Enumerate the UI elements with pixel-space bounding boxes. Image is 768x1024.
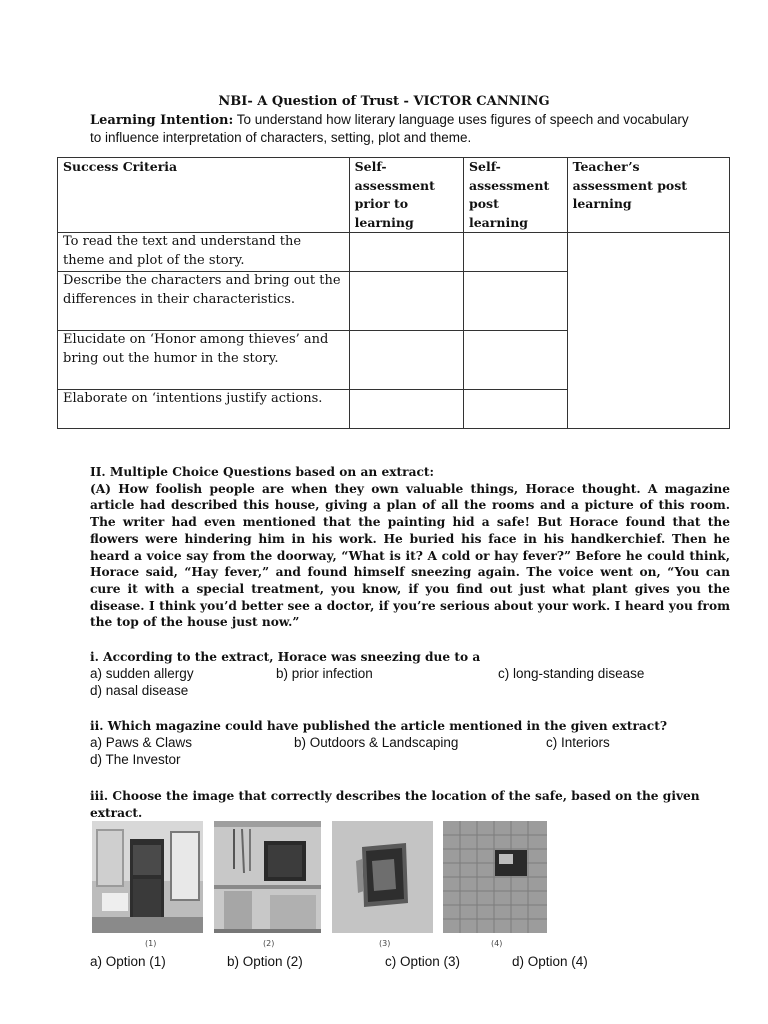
option-4-image-deposit-boxes[interactable]	[443, 821, 547, 933]
teacher-assessment-cell[interactable]	[567, 233, 729, 429]
image-number-2: (2)	[263, 939, 275, 948]
option-3-image-wall-painting[interactable]	[332, 821, 433, 933]
option-2-image-closet-safe[interactable]	[214, 821, 321, 933]
self-prior-cell[interactable]	[349, 390, 463, 429]
extract-passage: (A) How foolish people are when they own valuable things, Horace thought. A magazine article had described this house, giving a plan of all the rooms and a picture of this room. The writer had even mentioned that the painting hid a safe! But Horace found that the flowers were hindering him in his work. He buried his face in his handkerchief. Then he heard a voice say from the doorway, “What is it? A cold or hay fever?” Before he could think, Horace said, “Hay fever,” and found himself sneezing again. The voice went on, “You can cure it with a special treatment, you know, if you find out just what plant gives you the disease. I think you’d better see a doctor, if you’re serious about your work. I heard you from the top of the house just now.”	[90, 481, 730, 630]
wall-painting-illustration	[332, 821, 433, 933]
header-self-prior: Self-assessment prior to learning	[349, 158, 463, 233]
q1-option-a[interactable]: a) sudden allergy	[90, 666, 194, 681]
image-number-3: (3)	[379, 939, 391, 948]
criteria-cell: Describe the characters and bring out the differences in their characteristics.	[58, 272, 350, 331]
self-post-cell[interactable]	[463, 233, 567, 272]
intention-label: Learning Intention:	[90, 113, 234, 128]
q1-option-c[interactable]: c) long-standing disease	[498, 666, 645, 681]
section-2	[90, 464, 730, 631]
q3-option-b[interactable]: b) Option (2)	[227, 954, 303, 969]
learning-intention	[90, 111, 690, 146]
q2-option-d[interactable]: d) The Investor	[90, 752, 181, 767]
self-post-cell[interactable]	[463, 331, 567, 390]
image-number-4: (4)	[491, 939, 503, 948]
q3-option-c[interactable]: c) Option (3)	[385, 954, 461, 969]
criteria-cell: Elaborate on ‘intentions justify actions.	[58, 390, 350, 429]
option-1-image-cabinet-room[interactable]	[92, 821, 203, 933]
q1-option-d[interactable]: d) nasal disease	[90, 683, 189, 698]
table-header-row	[58, 158, 730, 233]
image-number-1: (1)	[145, 939, 157, 948]
self-prior-cell[interactable]	[349, 233, 463, 272]
self-post-cell[interactable]	[463, 390, 567, 429]
self-prior-cell[interactable]	[349, 331, 463, 390]
deposit-boxes-illustration	[443, 821, 547, 933]
intention-text: To understand how literary language uses figures of speech and vocabulary to influence interpretation of characters, setting, plot and theme.	[90, 112, 689, 145]
q3-option-d[interactable]: d) Option (4)	[512, 954, 588, 969]
header-success-criteria: Success Criteria	[58, 158, 350, 233]
page-title: NBI- A Question of Trust - VICTOR CANNING	[218, 94, 550, 109]
q1-option-b[interactable]: b) prior infection	[276, 666, 373, 681]
criteria-cell: To read the text and understand the theme and plot of the story.	[58, 233, 350, 272]
q2-option-b[interactable]: b) Outdoors & Landscaping	[294, 735, 459, 750]
self-prior-cell[interactable]	[349, 272, 463, 331]
section-2-heading: II. Multiple Choice Questions based on an extract:	[90, 465, 435, 479]
question-3: iii. Choose the image that correctly describes the location of the safe, based on the given extract.	[90, 789, 700, 820]
q2-option-a[interactable]: a) Paws & Claws	[90, 735, 193, 750]
header-self-post: Self-assessment post learning	[463, 158, 567, 233]
criteria-cell: Elucidate on ‘Honor among thieves’ and bring out the humor in the story.	[58, 331, 350, 390]
cabinet-room-illustration	[92, 821, 203, 933]
closet-safe-illustration	[214, 821, 321, 933]
success-criteria-table	[57, 157, 730, 429]
table-row	[58, 233, 730, 272]
q2-option-c[interactable]: c) Interiors	[546, 735, 610, 750]
self-post-cell[interactable]	[463, 272, 567, 331]
q3-option-a[interactable]: a) Option (1)	[90, 954, 166, 969]
header-teacher: Teacher’s assessment post learning	[567, 158, 729, 233]
question-2: ii. Which magazine could have published the article mentioned in the given extract?	[90, 719, 667, 733]
question-1: i. According to the extract, Horace was sneezing due to a	[90, 650, 481, 664]
